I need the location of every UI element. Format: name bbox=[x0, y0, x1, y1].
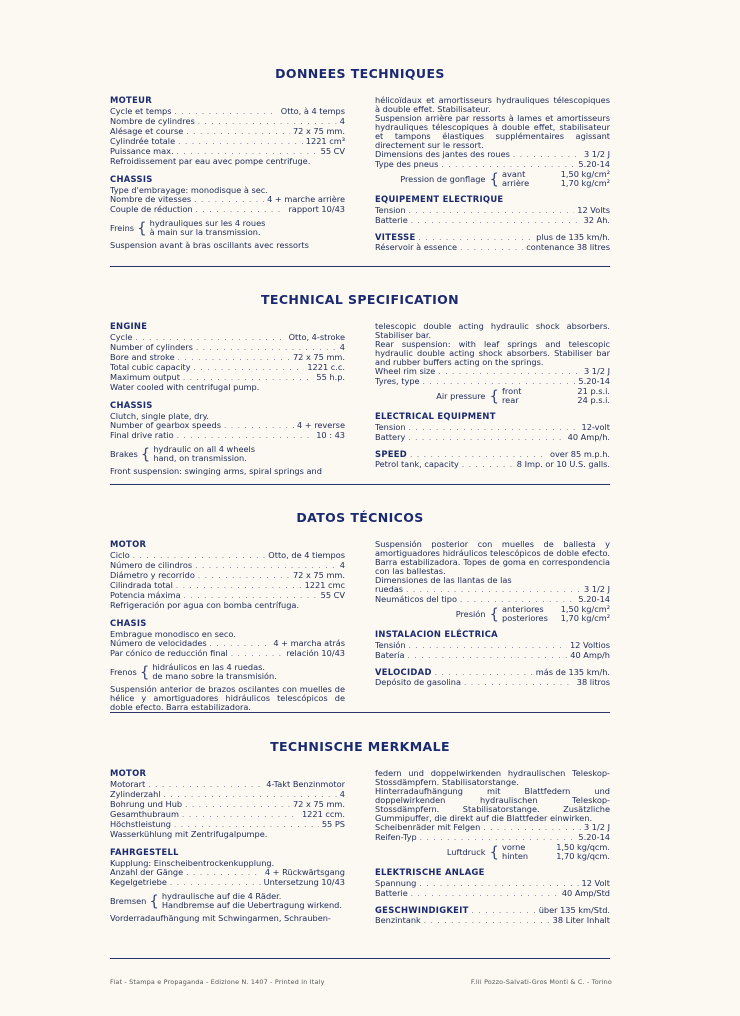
leader-dots bbox=[177, 432, 314, 441]
speed-heading: VITESSE bbox=[375, 232, 416, 242]
spec-label: Tension bbox=[375, 205, 406, 215]
chassis-spec-row bbox=[110, 431, 345, 441]
spec-label: Couple de réduction bbox=[110, 204, 193, 214]
spec-label: Alésage et course bbox=[110, 126, 184, 136]
chassis-spec-row bbox=[110, 205, 345, 215]
brakes-item: de mano sobre la transmisión. bbox=[152, 671, 277, 681]
spec-value: 1221 cm³ bbox=[305, 136, 345, 146]
spec-value: 40 Amp/Std bbox=[561, 888, 610, 898]
spec-label: Scheibenräder mit Felgen bbox=[375, 822, 481, 832]
electrical-spec-row bbox=[375, 651, 610, 661]
pressure-position: avant bbox=[502, 169, 526, 179]
fuel-tank-row bbox=[375, 460, 610, 470]
pressure-row bbox=[502, 614, 610, 623]
leader-dots bbox=[408, 652, 568, 661]
spec-label: Maximum output bbox=[110, 372, 180, 382]
pressure-items bbox=[502, 387, 610, 405]
tank-label: Petrol tank, capacity bbox=[375, 459, 459, 469]
leader-dots bbox=[231, 650, 284, 659]
pressure-position: posteriores bbox=[502, 613, 548, 623]
speed-heading: SPEED bbox=[375, 449, 408, 459]
right-column bbox=[375, 769, 610, 926]
leader-dots bbox=[194, 196, 264, 205]
chassis-heading: CHASSIS bbox=[110, 400, 153, 410]
spec-label: Type des pneus bbox=[375, 159, 439, 169]
spec-value: 3 1/2 J bbox=[583, 584, 610, 594]
brakes-label: Frenos bbox=[110, 666, 137, 677]
front-suspension-text: Suspensión anterior de brazos oscilantes con muelles de hélice y amortiguadores hidráulicos telescópicos de doble efecto. Barra estabilizadora. bbox=[110, 684, 345, 712]
pressure-value: 24 p.s.i. bbox=[577, 395, 610, 405]
electrical-spec-row bbox=[375, 206, 610, 216]
spec-label: Number of cylinders bbox=[110, 342, 193, 352]
spec-label: Bohrung und Hub bbox=[110, 799, 183, 809]
brakes-block bbox=[110, 892, 345, 910]
tank-value: 38 Liter Inhalt bbox=[552, 915, 610, 925]
spec-label: Dimensions des jantes des roues bbox=[375, 149, 510, 159]
left-column bbox=[110, 322, 345, 476]
spec-value: rapport 10/43 bbox=[288, 204, 345, 214]
brakes-item: hidráulicos en las 4 ruedas. bbox=[152, 662, 265, 672]
leader-dots bbox=[464, 679, 574, 688]
leader-dots bbox=[185, 801, 290, 810]
spec-label: Ciclo bbox=[110, 550, 130, 560]
fuel-tank-row bbox=[375, 243, 610, 253]
leader-dots bbox=[198, 572, 290, 581]
spec-value: 5.20-14 bbox=[578, 594, 610, 604]
spec-label: Höchstleistung bbox=[110, 819, 171, 829]
spec-value: 3 1/2 J bbox=[583, 366, 610, 376]
spec-value: 3 1/2 J bbox=[583, 149, 610, 159]
spec-label: Cylindrée totale bbox=[110, 136, 176, 146]
left-column bbox=[110, 769, 345, 926]
spec-label: Neumáticos del tipo bbox=[375, 594, 458, 604]
leader-dots bbox=[194, 364, 305, 373]
rear-suspension-text: Dimensiones de las llantas de las bbox=[375, 575, 512, 585]
brace-icon: { bbox=[139, 663, 150, 681]
spec-value: 3 1/2 J bbox=[583, 822, 610, 832]
spec-value: Otto, de 4 tiempos bbox=[268, 550, 345, 560]
spec-label: Battery bbox=[375, 432, 406, 442]
spec-label: Número de cilindros bbox=[110, 560, 193, 570]
rear-suspension-text: Rear suspension: with leaf springs and telescopic hydraulic double acting shock absorbers. Stabiliser bar and rubber buffers acting on the springs. bbox=[375, 339, 610, 367]
chassis-heading: CHASSIS bbox=[110, 174, 153, 184]
spec-value: 72 x 75 mm. bbox=[292, 126, 345, 136]
brace-icon: { bbox=[489, 387, 499, 405]
chassis-spec-row bbox=[110, 649, 345, 659]
section-title: TECHNICAL SPECIFICATION bbox=[260, 292, 460, 307]
spec-label: Number of gearbox speeds bbox=[110, 420, 222, 430]
brakes-label: Freins bbox=[110, 222, 135, 233]
right-column bbox=[375, 322, 610, 476]
pressure-position: front bbox=[502, 386, 522, 396]
spec-label: Kegelgetriebe bbox=[110, 877, 167, 887]
spec-label: Reifen-Typ bbox=[375, 832, 417, 842]
section-columns bbox=[110, 769, 610, 926]
spec-value: 4 + reverse bbox=[296, 420, 345, 430]
engine-heading: MOTOR bbox=[110, 768, 147, 778]
spec-value: 4-Takt Benzinmotor bbox=[266, 779, 345, 789]
rear-suspension-text: Suspension arrière par ressorts à lames et amortisseurs hydrauliques télescopiques à double effet, stabilisateur et tampons élastiques supplémentaires agissant directement sur le ressort. bbox=[375, 113, 610, 150]
leader-dots bbox=[170, 879, 261, 888]
spec-value: 1221 ccm. bbox=[301, 809, 345, 819]
engine-heading: MOTOR bbox=[110, 539, 147, 549]
spec-value: 12 Volt bbox=[581, 878, 610, 888]
tyre-pressure-block bbox=[375, 843, 610, 861]
spec-value: Untersetzung 10/43 bbox=[263, 877, 345, 887]
wheel-spec-row bbox=[375, 377, 610, 387]
leader-dots bbox=[411, 217, 581, 226]
spec-label: Potencia máxima bbox=[110, 590, 181, 600]
front-suspension-text: Front suspension: swinging arms, spiral springs and bbox=[110, 466, 322, 476]
leader-dots bbox=[513, 151, 581, 160]
spec-value: 55 CV bbox=[320, 146, 345, 156]
spec-label: Total cubic capacity bbox=[110, 362, 191, 372]
spec-label: Nombre de vitesses bbox=[110, 194, 192, 204]
spec-value: 72 x 75 mm. bbox=[292, 799, 345, 809]
spec-value: 1221 cmc bbox=[304, 580, 345, 590]
pressure-position: hinten bbox=[502, 851, 529, 861]
section-columns bbox=[110, 322, 610, 476]
tank-value: 8 Imp. or 10 U.S. galls. bbox=[516, 459, 610, 469]
spec-label: Bore and stroke bbox=[110, 352, 175, 362]
spec-label: Batería bbox=[375, 650, 405, 660]
engine-heading: MOTEUR bbox=[110, 95, 152, 105]
suspension-continued-text: Suspensión posterior con muelles de ballesta y amortiguadores hidráulicos telescópicos de doble efecto. Barra estabilizadora. Topes de goma en correspondencia con las ballestas. bbox=[375, 539, 610, 576]
brace-icon: { bbox=[140, 445, 151, 463]
spec-label: Gesamthubraum bbox=[110, 809, 179, 819]
section-columns bbox=[110, 96, 610, 253]
brace-icon: { bbox=[489, 605, 499, 623]
spec-value: 32 Ah. bbox=[583, 215, 610, 225]
spec-value: 4 + marche arrière bbox=[267, 194, 345, 204]
tank-label: Depósito de gasolina bbox=[375, 677, 461, 687]
leader-dots bbox=[483, 824, 581, 833]
section-divider bbox=[110, 712, 610, 713]
fuel-tank-row bbox=[375, 678, 610, 688]
spec-label: Spannung bbox=[375, 878, 417, 888]
pressure-value: 1,70 kg/qcm. bbox=[556, 851, 610, 861]
spec-label: Batterie bbox=[375, 888, 408, 898]
spec-label: Par cónico de reducción final bbox=[110, 648, 228, 658]
brakes-items bbox=[152, 663, 276, 681]
spec-value: 55 PS bbox=[321, 819, 345, 829]
pressure-position: vorne bbox=[502, 842, 526, 852]
tank-value: 38 litros bbox=[576, 677, 610, 687]
spec-value: 72 x 75 mm. bbox=[292, 570, 345, 580]
spec-label: Zylinderzahl bbox=[110, 789, 161, 799]
electrical-heading: INSTALACION ELÉCTRICA bbox=[375, 629, 498, 639]
leader-dots bbox=[186, 869, 262, 878]
leader-dots bbox=[409, 207, 575, 216]
cooling-note: Water cooled with centrifugal pump. bbox=[110, 382, 260, 392]
clutch-line: Embrague monodisco en seco. bbox=[110, 629, 236, 639]
electrical-heading: EQUIPEMENT ELECTRIQUE bbox=[375, 194, 504, 204]
brakes-items bbox=[162, 892, 342, 910]
brace-icon: { bbox=[489, 170, 499, 188]
leader-dots bbox=[409, 642, 567, 651]
pressure-value: 1,50 kg/qcm. bbox=[556, 842, 610, 852]
leader-dots bbox=[438, 368, 581, 377]
tyre-pressure-block bbox=[375, 605, 610, 623]
electrical-heading: ELEKTRISCHE ANLAGE bbox=[375, 867, 485, 877]
left-column bbox=[110, 540, 345, 712]
spec-section bbox=[110, 510, 610, 712]
suspension-continued-text: federn und doppelwirkenden hydraulischen Teleskop-Stossdämpfern. Stabilisatorstange. bbox=[375, 768, 610, 787]
brakes-item: Handbremse auf die Uebertragung wirkend. bbox=[161, 900, 342, 910]
pressure-row bbox=[502, 179, 610, 188]
electrical-spec-row bbox=[375, 216, 610, 226]
brakes-block bbox=[110, 219, 345, 237]
brakes-block bbox=[110, 663, 345, 681]
spec-value: 4 bbox=[339, 342, 345, 352]
speed-heading: GESCHWINDIGKEIT bbox=[375, 905, 469, 915]
left-column bbox=[110, 96, 345, 253]
cooling-note: Refrigeración por agua con bomba centrífuga. bbox=[110, 600, 300, 610]
speed-value: over 85 m.p.h. bbox=[549, 449, 610, 459]
leader-dots bbox=[178, 354, 290, 363]
leader-dots bbox=[196, 206, 286, 215]
front-suspension-text: Suspension avant à bras oscillants avec ressorts bbox=[110, 240, 309, 250]
footer-publisher-note: F.lli Pozzo-Salvati-Gros Monti & C. - Torino bbox=[470, 978, 612, 986]
electrical-spec-row bbox=[375, 889, 610, 899]
spec-label: Final drive ratio bbox=[110, 430, 174, 440]
section-title: DATOS TÉCNICOS bbox=[296, 510, 424, 525]
pressure-position: rear bbox=[502, 395, 519, 405]
spec-label: Diámetro y recorrido bbox=[110, 570, 195, 580]
spec-value: 12 Voltios bbox=[569, 640, 610, 650]
cooling-note: Refroidissement par eau avec pompe centrifuge. bbox=[110, 156, 311, 166]
brakes-label: Brakes bbox=[110, 448, 138, 459]
pressure-label: Air pressure bbox=[436, 390, 486, 401]
leader-dots bbox=[420, 834, 576, 843]
brace-icon: { bbox=[137, 219, 147, 237]
right-column bbox=[375, 540, 610, 712]
tyre-pressure-block bbox=[375, 387, 610, 405]
pressure-items bbox=[502, 170, 610, 188]
leader-dots bbox=[224, 422, 294, 431]
spec-label: Anzahl der Gänge bbox=[110, 867, 184, 877]
chassis-heading: FAHRGESTELL bbox=[110, 847, 179, 857]
section-title: DONNEES TECHNIQUES bbox=[275, 66, 445, 81]
spec-label: Cycle bbox=[110, 332, 133, 342]
cooling-note: Wasserkühlung mit Zentrifugalpumpe. bbox=[110, 829, 268, 839]
leader-dots bbox=[178, 138, 303, 147]
electrical-heading: ELECTRICAL EQUIPMENT bbox=[375, 411, 496, 421]
rear-suspension-text: Hinterradaufhängung mit Blattfedern und doppelwirkenden hydraulischen Teleskop-Stossdämpfern. Stabilisatorstange. Zusätzliche Gummipuffer, die direkt auf die Blattfeder einwirken. bbox=[375, 786, 610, 823]
fuel-tank-row bbox=[375, 916, 610, 926]
section-title: TECHNISCHE MERKMALE bbox=[270, 739, 450, 754]
leader-dots bbox=[424, 917, 550, 926]
spec-label: Nombre de cylindres bbox=[110, 116, 195, 126]
spec-label: Batterie bbox=[375, 215, 408, 225]
tank-value: contenance 38 litres bbox=[526, 242, 610, 252]
section-divider bbox=[110, 266, 610, 267]
tyre-pressure-block bbox=[375, 170, 610, 188]
clutch-line: Type d'embrayage: monodisque à sec. bbox=[110, 185, 268, 195]
spec-value: 12 Volts bbox=[577, 205, 610, 215]
spec-label: Tensión bbox=[375, 640, 406, 650]
section-divider bbox=[110, 484, 610, 485]
engine-heading: ENGINE bbox=[110, 321, 148, 331]
brakes-items bbox=[153, 445, 255, 463]
spec-value: 40 Amp/h bbox=[570, 650, 610, 660]
speed-value: plus de 135 km/h. bbox=[536, 232, 610, 242]
pressure-position: anteriores bbox=[502, 604, 544, 614]
suspension-continued-text: hélicoïdaux et amortisseurs hydrauliques télescopiques à double effet. Stabilisateur. bbox=[375, 95, 610, 114]
spec-value: 4 bbox=[339, 560, 345, 570]
leader-dots bbox=[176, 582, 302, 591]
leader-dots bbox=[462, 461, 514, 470]
brakes-block bbox=[110, 445, 345, 463]
clutch-line: Clutch, single plate, dry. bbox=[110, 411, 209, 421]
pressure-label: Pression de gonflage bbox=[400, 173, 486, 184]
brace-icon: { bbox=[149, 892, 159, 910]
pressure-row bbox=[502, 396, 610, 405]
electrical-spec-row bbox=[375, 433, 610, 443]
brakes-item: hydrauliques sur les 4 roues bbox=[149, 218, 266, 228]
clutch-line: Kupplung: Einscheibentrockenkupplung. bbox=[110, 858, 275, 868]
pressure-items bbox=[502, 605, 610, 623]
leader-dots bbox=[408, 434, 564, 443]
pressure-value: 21 p.s.i. bbox=[577, 386, 610, 396]
speed-value: más de 135 km/h. bbox=[535, 667, 610, 677]
section-columns bbox=[110, 540, 610, 712]
footer-printer-note: Fiat - Stampa e Propaganda - Edizione N. 1407 - Printed in Italy bbox=[110, 978, 325, 986]
chassis-heading: CHASIS bbox=[110, 618, 147, 628]
spec-value: 40 Amp/h. bbox=[567, 432, 610, 442]
tank-label: Benzintank bbox=[375, 915, 421, 925]
spec-label: Puissance max. bbox=[110, 146, 174, 156]
spec-value: Otto, à 4 temps bbox=[280, 106, 345, 116]
brakes-items bbox=[150, 219, 266, 237]
pressure-value: 1,70 kg/cm² bbox=[560, 613, 610, 623]
leader-dots bbox=[460, 244, 523, 253]
spec-value: relación 10/43 bbox=[286, 648, 345, 658]
spec-label: Número de velocidades bbox=[110, 638, 207, 648]
brakes-item: hand, on transmission. bbox=[153, 453, 247, 463]
tank-label: Réservoir à essence bbox=[375, 242, 458, 252]
spec-value: 4 bbox=[339, 116, 345, 126]
spec-value: 4 + marcha atrás bbox=[273, 638, 345, 648]
leader-dots bbox=[186, 128, 290, 137]
leader-dots bbox=[411, 890, 559, 899]
pressure-value: 1,70 kg/cm² bbox=[560, 178, 610, 188]
spec-section bbox=[110, 739, 610, 926]
leader-dots bbox=[472, 907, 536, 916]
pressure-label: Luftdruck bbox=[446, 846, 486, 857]
leader-dots bbox=[423, 378, 576, 387]
pressure-value: 1,50 kg/cm² bbox=[560, 604, 610, 614]
spec-label: Tension bbox=[375, 422, 406, 432]
spec-label: Cilindrada total bbox=[110, 580, 173, 590]
pressure-label: Presión bbox=[455, 608, 486, 619]
spec-value: 72 x 75 mm. bbox=[292, 352, 345, 362]
spec-label: Motorart bbox=[110, 779, 146, 789]
chassis-spec-row bbox=[110, 878, 345, 888]
spec-label: ruedas bbox=[375, 584, 404, 594]
brakes-item: hydraulische auf die 4 Räder. bbox=[161, 891, 282, 901]
spec-value: 5.20-14 bbox=[578, 159, 610, 169]
spec-value: 12-volt bbox=[581, 422, 610, 432]
spec-label: Tyres, type bbox=[375, 376, 420, 386]
spec-value: 4 + Rückwärtsgang bbox=[264, 867, 345, 877]
spec-value: Otto, 4-stroke bbox=[288, 332, 345, 342]
leader-dots bbox=[148, 781, 263, 790]
brakes-item: hydraulic on all 4 wheels bbox=[153, 444, 256, 454]
front-suspension-text: Vorderradaufhängung mit Schwingarmen, Schrauben- bbox=[110, 913, 331, 923]
spec-label: Wheel rim size bbox=[375, 366, 436, 376]
spec-value: 5.20-14 bbox=[578, 376, 610, 386]
brakes-label: Bremsen bbox=[110, 895, 147, 906]
brakes-item: à main sur la transmission. bbox=[149, 227, 261, 237]
spec-value: 55 CV bbox=[320, 590, 345, 600]
pressure-items bbox=[502, 843, 610, 861]
spec-value: 4 bbox=[339, 789, 345, 799]
spec-value: 5.20-14 bbox=[578, 832, 610, 842]
speed-value: über 135 km/Std. bbox=[538, 905, 610, 915]
spec-value: 1221 c.c. bbox=[307, 362, 345, 372]
suspension-continued-text: telescopic double acting hydraulic shock absorbers. Stabiliser bar. bbox=[375, 321, 610, 340]
pressure-row bbox=[502, 852, 610, 861]
leader-dots bbox=[419, 880, 578, 889]
pressure-value: 1,50 kg/cm² bbox=[560, 169, 610, 179]
pressure-position: arrière bbox=[502, 178, 530, 188]
brace-icon: { bbox=[489, 843, 499, 861]
spec-section bbox=[110, 66, 610, 253]
spec-value: 10 : 43 bbox=[316, 430, 345, 440]
leader-dots bbox=[182, 811, 299, 820]
leader-dots bbox=[409, 424, 579, 433]
spec-value: 55 h.p. bbox=[316, 372, 345, 382]
spec-label: Cycle et temps bbox=[110, 106, 172, 116]
right-column bbox=[375, 96, 610, 253]
spec-section bbox=[110, 292, 610, 476]
speed-heading: VELOCIDAD bbox=[375, 667, 432, 677]
section-divider bbox=[110, 958, 610, 959]
